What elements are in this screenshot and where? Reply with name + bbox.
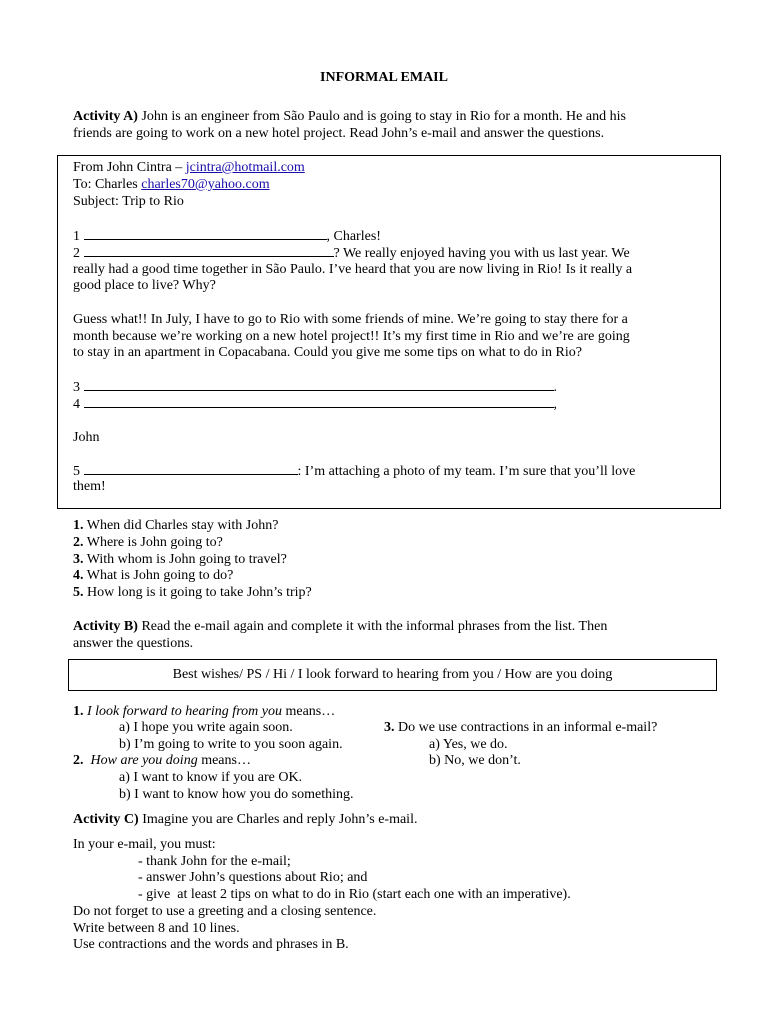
activity-a-text-line1: John is an engineer from São Paulo and is going to stay in Rio for a month. He and his [137,109,626,124]
activity-c-label: Activity C) [73,812,139,827]
question-a-4: 4. What is John going to do? [73,568,234,583]
activity-c-instructions-intro: In your e-mail, you must: [73,837,216,852]
phrase-list-box: Best wishes/ PS / Hi / I look forward to hearing from you / How are you doing [68,659,717,691]
activity-c-bullet: - give at least 2 tips on what to do in Rio (start each one with an imperative). [138,887,571,902]
question-b-1: 1. I look forward to hearing from you means… [73,704,336,719]
question-a-3: 3. With whom is John going to travel? [73,552,287,567]
activity-b-label: Activity B) [73,619,138,634]
question-a-1: 1. When did Charles stay with John? [73,518,279,533]
activity-c-bullet: - thank John for the e-mail; [138,854,291,869]
blank-number: 4 [73,397,80,412]
email-to-label: To: Charles [73,177,142,192]
blank-number: 3 [73,380,80,395]
email-para2-line3: to stay in an apartment in Copacabana. Could you give me some tips on what to do in Rio? [73,345,582,360]
question-b-3: 3. Do we use contractions in an informal e-mail? [384,720,658,735]
blank-line [84,378,554,391]
activity-c-intro: Activity C) Imagine you are Charles and reply John’s e-mail. [73,812,418,827]
email-para1-line3: good place to live? Why? [73,278,216,293]
email-blank-3 [73,378,693,396]
question-b-2-option-b: b) I want to know how you do something. [119,787,354,802]
activity-b-intro-line2: answer the questions. [73,636,194,651]
blank-tail: , Charles! [326,229,381,244]
blank-number: 5 [73,464,80,479]
question-b-2: 2. How are you doing means… [73,753,251,768]
question-a-2: 2. Where is John going to? [73,535,223,550]
question-b-1-option-b: b) I’m going to write to you soon again. [119,737,343,752]
question-b-1-option-a: a) I hope you write again soon. [119,720,293,735]
blank-line [84,244,334,257]
blank-tail: . [553,380,557,395]
email-from-label: From John Cintra – [73,160,186,175]
blank-tail: : I’m attaching a photo of my team. I’m sure that you’ll love [297,464,636,479]
activity-c-closing-line: Write between 8 and 10 lines. [73,921,240,936]
blank-tail: ? We really enjoyed having you with us last year. We [333,246,630,261]
email-blank-1 [73,227,693,245]
email-to-link[interactable]: charles70@yahoo.com [141,177,270,192]
blank-line [84,462,298,475]
email-from [73,159,693,176]
page-title: INFORMAL EMAIL [320,70,448,85]
blank-line [84,227,327,240]
email-para1-line2: really had a good time together in São Paulo. I’ve heard that you are now living in Rio! Is it really a [73,262,633,277]
question-b-3-option-b: b) No, we don’t. [429,753,521,768]
blank-number: 1 [73,229,80,244]
email-signature: John [73,430,100,445]
activity-a-intro [73,108,693,142]
email-subject: Subject: Trip to Rio [73,194,184,209]
question-b-3-option-a: a) Yes, we do. [429,737,508,752]
email-from-link[interactable]: jcintra@hotmail.com [185,160,305,175]
activity-c-bullet: - answer John’s questions about Rio; and [138,870,368,885]
email-blank-5-line2: them! [73,479,106,494]
email-to [73,176,693,193]
question-b-2-option-a: a) I want to know if you are OK. [119,770,303,785]
email-blank-4 [73,395,693,413]
activity-c-closing-line: Do not forget to use a greeting and a closing sentence. [73,904,377,919]
question-a-5: 5. How long is it going to take John’s trip? [73,585,312,600]
email-para2-line1: Guess what!! In July, I have to go to Rio with some friends of mine. We’re going to stay there for a [73,312,628,327]
activity-a-text-line2: friends are going to work on a new hotel project. Read John’s e-mail and answer the questions. [73,126,605,141]
blank-number: 2 [73,246,80,261]
blank-tail: , [553,397,557,412]
activity-b-intro-line1: Activity B) Read the e-mail again and complete it with the informal phrases from the list. Then [73,619,608,634]
email-blank-2 [73,244,693,262]
activity-c-closing-line: Use contractions and the words and phrases in B. [73,937,349,952]
email-para2-line2: month because we’re working on a new hotel project!! It’s my first time in Rio and we’re are going [73,329,630,344]
blank-line [84,395,554,408]
activity-a-label: Activity A) [73,109,138,124]
